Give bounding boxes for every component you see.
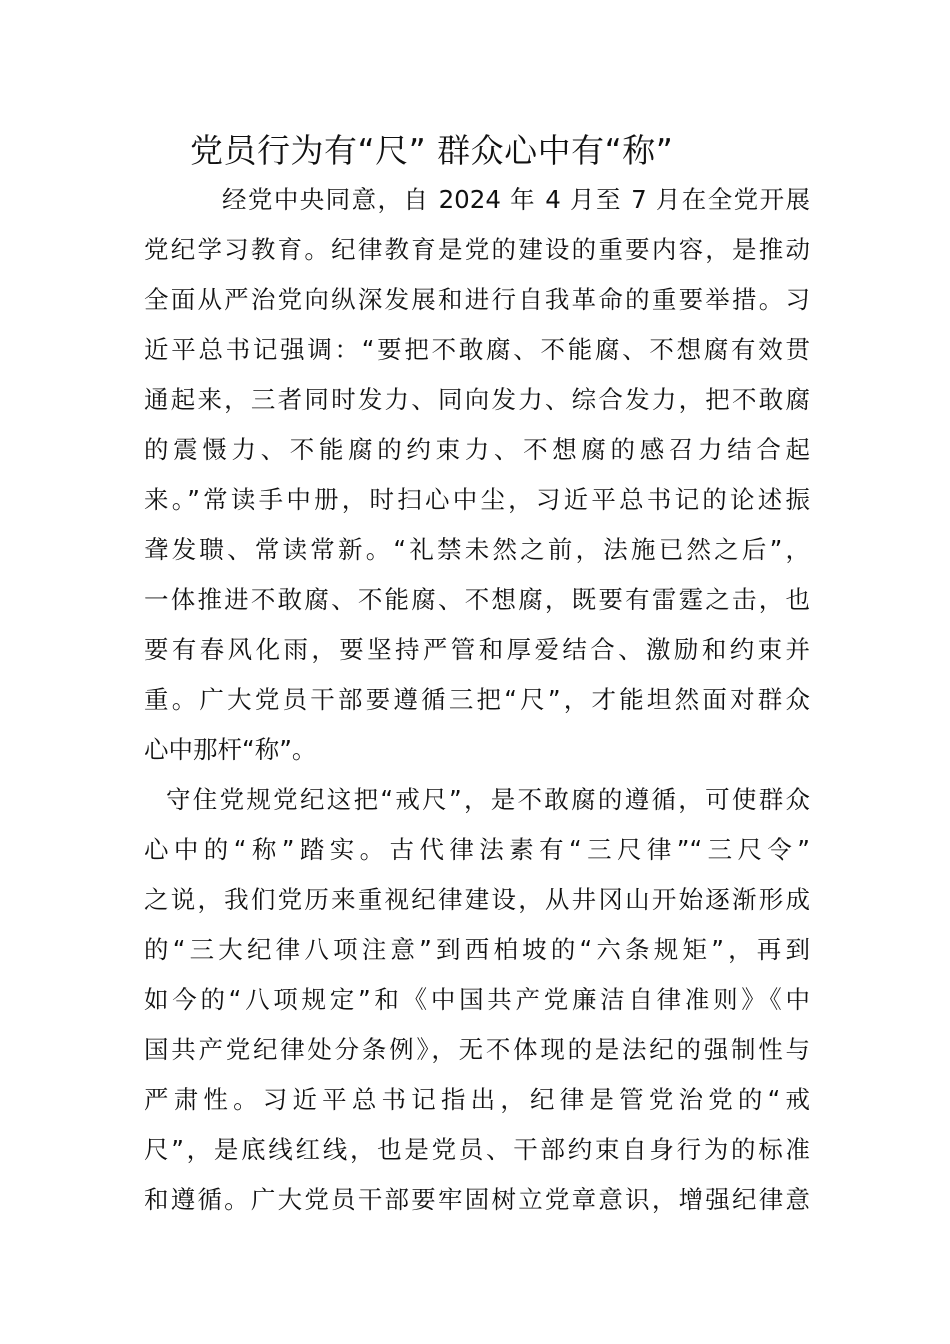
paragraph-line: 聋发聩、常读常新。“礼禁未然之前，法施已然之后”， [144,535,810,564]
paragraph-line: 守住党规党纪这把“戒尺”，是不敢腐的遵循，可使群众 [166,785,810,814]
paragraph-line: 的震慑力、不能腐的约束力、不想腐的感召力结合起 [144,435,810,464]
paragraph-line: 党纪学习教育。纪律教育是党的建设的重要内容，是推动 [144,235,810,264]
paragraph-line: 来。”常读手中册，时扫心中尘，习近平总书记的论述振 [144,485,810,514]
paragraph-line: 和遵循。广大党员干部要牢固树立党章意识，增强纪律意 [144,1185,810,1214]
paragraph-line: 尺”，是底线红线，也是党员、干部约束自身行为的标准 [144,1135,810,1164]
paragraph-line: 重。广大党员干部要遵循三把“尺”，才能坦然面对群众 [144,685,810,714]
paragraph-line: 心中那杆“称”。 [144,735,317,764]
paragraph-line: 的“三大纪律八项注意”到西柏坡的“六条规矩”，再到 [144,935,810,964]
paragraph-line: 通起来，三者同时发力、同向发力、综合发力，把不敢腐 [144,385,810,414]
document-title: 党员行为有“尺” 群众心中有“称” [190,131,674,170]
paragraph-line: 如今的“八项规定”和《中国共产党廉洁自律准则》《中 [144,985,810,1014]
paragraph-line: 之说，我们党历来重视纪律建设，从井冈山开始逐渐形成 [144,885,810,914]
paragraph-line: 心中的“称”踏实。古代律法素有“三尺律”“三尺令” [144,835,810,864]
paragraph-line: 国共产党纪律处分条例》，无不体现的是法纪的强制性与 [144,1035,810,1064]
paragraph-line: 全面从严治党向纵深发展和进行自我革命的重要举措。习 [144,285,810,314]
paragraph-line: 近平总书记强调：“要把不敢腐、不能腐、不想腐有效贯 [144,335,810,364]
paragraph-line: 严肃性。习近平总书记指出，纪律是管党治党的“戒 [144,1085,810,1114]
paragraph-line: 一体推进不敢腐、不能腐、不想腐，既要有雷霆之击，也 [144,585,810,614]
paragraph-line: 要有春风化雨，要坚持严管和厚爱结合、激励和约束并 [144,635,810,664]
paragraph-line: 经党中央同意，自 2024 年 4 月至 7 月在全党开展 [222,185,810,214]
